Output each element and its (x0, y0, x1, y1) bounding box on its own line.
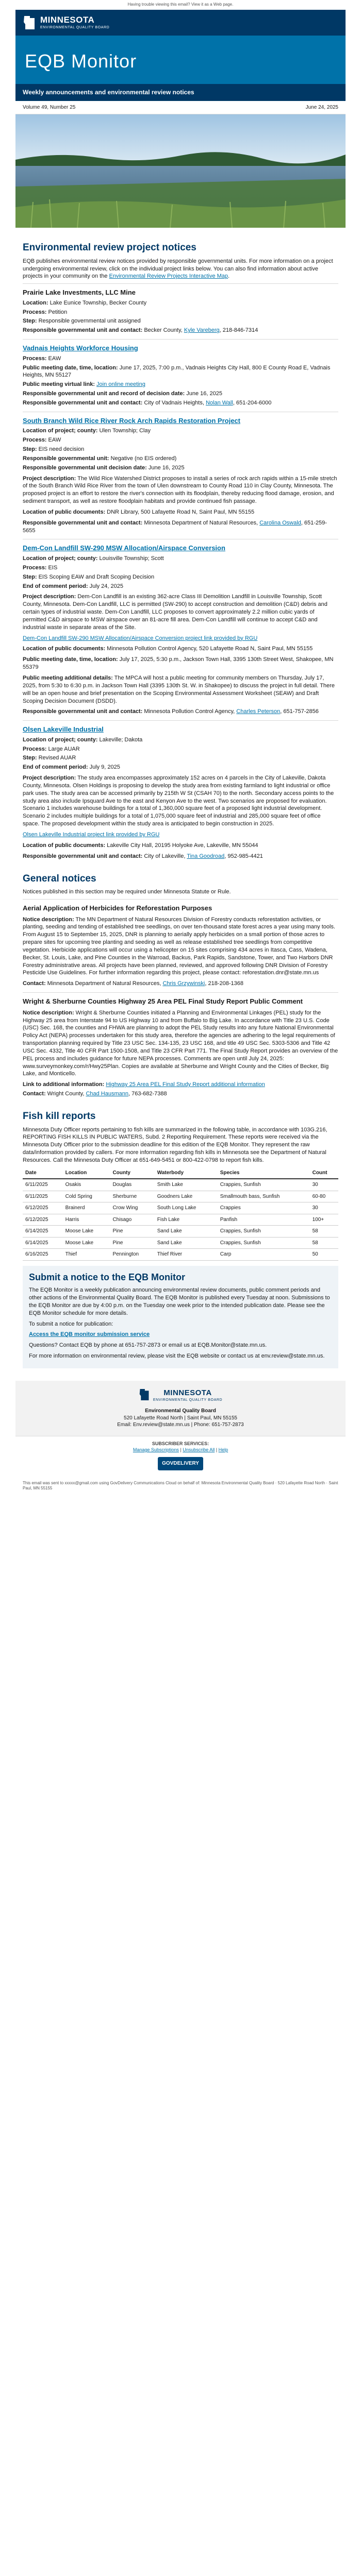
govdelivery-logo: GOVDELIVERY (158, 1457, 203, 1470)
contact-person-link[interactable]: Chris Grzywinski (162, 980, 205, 987)
content (15, 228, 346, 1375)
notice-contact (23, 399, 338, 407)
submit-instruction: To submit a notice for publication: (29, 1320, 113, 1327)
top-note[interactable]: Having trouble viewing this email? View it as a Web page. (127, 2, 234, 7)
manage-subscriptions-link[interactable]: Manage Subscriptions (133, 1447, 179, 1453)
table-cell: 6/12/2025 (23, 1202, 63, 1214)
volume-number: Volume 49, Number 25 (23, 104, 76, 110)
table-cell: 60-80 (310, 1191, 338, 1202)
notice-field (23, 390, 338, 398)
field-label: Process: (23, 745, 47, 752)
issue-date: June 24, 2025 (305, 104, 338, 110)
field-label: Responsible governmental unit and record of decision date: (23, 391, 185, 397)
notice-field (23, 564, 338, 572)
subscriber-label: SUBSCRIBER SERVICES: (152, 1440, 209, 1446)
body-label: Notice description: (23, 916, 74, 923)
brand-bar (15, 10, 346, 36)
field-value: Lakeville; Dakota (99, 736, 143, 743)
field-value: Negative (no EIS ordered) (110, 455, 177, 462)
table-row (23, 1202, 338, 1214)
table-cell: Sherburne (110, 1191, 154, 1202)
notice-paragraph (23, 842, 338, 850)
contact-label: Responsible governmental unit and contact: (23, 327, 143, 334)
table-row (23, 1179, 338, 1191)
contact-label: Responsible governmental unit and contact: (23, 519, 143, 526)
field-link[interactable]: Join online meeting (96, 381, 145, 388)
field-value: Responsible governmental unit assigned (38, 318, 141, 325)
notice-field (23, 736, 338, 744)
notice-contact (23, 853, 338, 860)
fish-kill-table (23, 1167, 338, 1261)
additional-info-link[interactable]: Highway 25 Area PEL Final Study Report additional information (106, 1081, 265, 1088)
table-cell: Osakis (63, 1179, 110, 1191)
table-cell: Chisago (110, 1214, 154, 1226)
contact-unit: City of Lakeville, (142, 853, 187, 859)
field-label: Step: (23, 755, 37, 761)
contact-person-link[interactable]: Charles Peterson (236, 708, 281, 715)
notice-field (23, 583, 338, 590)
general-notice (23, 899, 338, 992)
notice-field (23, 464, 338, 472)
body-text: Wright & Sherburne Counties initiated a Planning and Environmental Linkages (PEL) study for the Highway 25 area from Interstate 94 to US Highway 10 and from Buffalo to Big Lake. In accordance with Title 23 U.S. Code (USC) Sec. 168, the counties and FHWA are planning to adopt the PEL Study results into any future National Environmental Policy Act (NEPA) processes undertaken for this study area, therefore the agencies are adhering to the legal requirements of transportation planning required by Title 23 USC Sec. 134-135, 23 USC 168, and title 49 USC Sec. 5303-5306 and Title 42 USC Sec. 4332, Title 40 CFR Part 1500-1508, and Title 23 CFR Part 771. The Final Study Report provides an overview of the PEL process and includes guidance for future NEPA processes. Comments are open until July 24, 2025: www.surveymonkey.com/r/Hwy25Plan. Copies are available at Sherburne and Wright County and the Cities of Becker, Big Lake, and Monticello. (23, 1009, 338, 1077)
table-cell: Moose Lake (63, 1226, 110, 1238)
para-label: Project description: (23, 775, 76, 782)
notice-title[interactable]: Olsen Lakeville Industrial (23, 725, 104, 734)
table-cell: 6/11/2025 (23, 1191, 63, 1202)
project-link[interactable]: Dem-Con Landfill SW-290 MSW Allocation/Airspace Conversion project link provided by RGU (23, 635, 258, 641)
column-header: Waterbody (155, 1167, 218, 1179)
general-notices (23, 899, 338, 1103)
field-value: June 16, 2025 (186, 391, 222, 397)
contact-unit: Wright County, (45, 1091, 86, 1097)
notice-field (23, 555, 338, 563)
project-notice (23, 539, 338, 720)
brand-state: MINNESOTA (40, 14, 95, 25)
contact-label: Contact: (23, 1091, 46, 1097)
notice-title[interactable]: Vadnais Heights Workforce Housing (23, 344, 138, 352)
review-heading: Environmental review project notices (23, 242, 196, 253)
field-label: Step: (23, 573, 37, 580)
submit-questions: Questions? Contact EQB by phone at 651-757-2873 or email us at EQB.Monitor@state.mn.us. (29, 1342, 267, 1349)
table-cell: 6/12/2025 (23, 1214, 63, 1226)
column-header: County (110, 1167, 154, 1179)
para-text: The study area encompasses approximately 152 acres on 4 parcels in the City of Lakeville, Dakota County, Minnesota. Olsen Holdings is proposing to develop the study area from existing farmland to light industrial or office park uses. The study area can be accessed primarily by 215th W St (CSAH 70) to the north. Secondary access points to the study area also include Ipsquard Ave to the east and Kenyon Ave to the west. Two scenarios are proposed for evaluation. Scenario 1 includes warehouse buildings for a total of 1,360,000 square feet of a proposed light industrial development. Scenario 2 includes multiple buildings for a total of 1,075,000 square feet of industrial and 285,000 square feet of office space. The proposed development within the study area is anticipated to begin construction in 2025. (23, 775, 334, 827)
para-text: DNR Library, 500 Lafayette Road N, Saint Paul, MN 55155 (105, 509, 255, 515)
table-cell: Sand Lake (155, 1237, 218, 1249)
general-heading: General notices (23, 873, 96, 884)
para-label: Location of public documents: (23, 646, 106, 652)
submit-more-info: For more information on environmental review, please visit the EQB website or contact us at env.review@state.mn.us. (29, 1353, 325, 1360)
project-notices (23, 283, 338, 865)
tagline: Weekly announcements and environmental review notices (15, 84, 346, 100)
notice-paragraph (23, 774, 338, 828)
notice-title[interactable]: South Branch Wild Rice River Rock Arch Rapids Restoration Project (23, 416, 240, 425)
help-link[interactable]: Help (218, 1447, 228, 1453)
footer (15, 1381, 346, 1436)
general-contact (23, 1090, 338, 1098)
notice-field (23, 427, 338, 435)
general-notice-body (23, 916, 338, 977)
notice-paragraph (23, 635, 338, 642)
table-row (23, 1237, 338, 1249)
general-intro: Notices published in this section may be required under Minnesota Statute or Rule. (23, 889, 231, 895)
table-cell: Thief (63, 1249, 110, 1261)
project-notice (23, 283, 338, 339)
notice-field (23, 745, 338, 753)
table-cell: 58 (310, 1237, 338, 1249)
extra-label: Link to additional information: (23, 1081, 105, 1088)
field-label: End of comment period: (23, 764, 88, 771)
contact-person-link[interactable]: Kyle Vareberg (184, 327, 220, 334)
table-cell: Fish Lake (155, 1214, 218, 1226)
body-label: Notice description: (23, 1009, 74, 1016)
field-value: June 16, 2025 (148, 464, 185, 471)
notice-paragraph (23, 656, 338, 671)
contact-phone: , 218-846-7314 (219, 327, 258, 334)
column-header: Location (63, 1167, 110, 1179)
notice-field (23, 764, 338, 771)
field-value: Revised AUAR (38, 755, 76, 761)
field-label: Location of project; county: (23, 736, 98, 743)
table-cell: Douglas (110, 1179, 154, 1191)
minnesota-logo-icon (23, 15, 36, 30)
contact-person-link[interactable]: Chad Hausmann (86, 1091, 129, 1097)
additional-info (23, 1081, 338, 1089)
table-cell: Harris (63, 1214, 110, 1226)
field-value: Ulen Township; Clay (99, 428, 151, 434)
notice-field (23, 355, 338, 363)
general-notice-title: Wright & Sherburne Counties Highway 25 Area PEL Final Study Report Public Comment (23, 997, 303, 1006)
table-cell: 50 (310, 1249, 338, 1261)
table-cell: Smallmouth bass, Sunfish (218, 1191, 310, 1202)
table-cell: Pennington (110, 1249, 154, 1261)
field-value: Petition (48, 309, 68, 315)
field-label: Location of project; county: (23, 555, 98, 562)
table-row (23, 1249, 338, 1261)
brand-agency: ENVIRONMENTAL QUALITY BOARD (40, 25, 110, 29)
notice-title: Prairie Lake Investments, LLC Mine (23, 289, 136, 297)
notice-paragraph (23, 593, 338, 631)
field-label: Step: (23, 318, 37, 325)
table-cell: Smith Lake (155, 1179, 218, 1191)
notice-field (23, 317, 338, 325)
contact-person-link[interactable]: Carolina Oswald (259, 519, 301, 526)
table-cell: Crappies (218, 1202, 310, 1214)
field-label: End of comment period: (23, 583, 88, 589)
general-notice (23, 992, 338, 1103)
contact-phone: , 218-208-1368 (205, 980, 243, 987)
hero-image (15, 114, 346, 228)
review-intro: EQB publishes environmental review notices provided by responsible governmental units. For more information on a project undergoing environmental review, click on the individual project links below. You can also find information about active projects in your community on the Environmental Review Projects Interactive Map. (23, 258, 333, 280)
notice-contact (23, 327, 338, 334)
table-cell: 6/14/2025 (23, 1237, 63, 1249)
general-notice-body (23, 1009, 338, 1078)
contact-person-link[interactable]: Tina Goodroad (187, 853, 225, 859)
general-contact (23, 980, 338, 988)
footer-logo-icon (139, 1388, 150, 1404)
field-label: Process: (23, 437, 47, 444)
contact-label: Responsible governmental unit and contact: (23, 853, 143, 859)
notice-field (23, 446, 338, 453)
field-label: Process: (23, 355, 47, 362)
contact-label: Responsible governmental unit and contact: (23, 708, 143, 715)
field-label: Responsible governmental unit decision date: (23, 464, 147, 471)
notice-contact (23, 519, 338, 535)
contact-unit: Minnesota Department of Natural Resources, (142, 519, 260, 526)
table-cell: Panfish (218, 1214, 310, 1226)
para-text: July 17, 2025, 5:30 p.m., Jackson Town Hall, 3395 130th Street West, Shakopee, MN 55379 (23, 656, 334, 671)
para-label: Project description: (23, 594, 76, 600)
table-row (23, 1191, 338, 1202)
field-label: Process: (23, 309, 47, 315)
table-cell: Pine (110, 1237, 154, 1249)
notice-field (23, 309, 338, 316)
masthead (15, 36, 346, 84)
project-notice (23, 720, 338, 865)
notice-field (23, 573, 338, 581)
field-label: Step: (23, 446, 37, 453)
contact-unit: Minnesota Pollution Control Agency, (142, 708, 237, 715)
table-cell: 100+ (310, 1214, 338, 1226)
field-value: EIS Scoping EAW and Draft Scoping Decision (38, 573, 155, 580)
field-value: June 17, 2025, 7:00 p.m., Vadnais Heights City Hall, 800 E County Road E, Vadnais Heights, MN 55127 (23, 364, 331, 379)
table-cell: Crow Wing (110, 1202, 154, 1214)
para-label: Location of public documents: (23, 842, 106, 849)
field-label: Location of project; county: (23, 428, 98, 434)
contact-unit: City of Vadnais Heights, (142, 399, 206, 406)
notice-field (23, 754, 338, 762)
table-cell: Sand Lake (155, 1226, 218, 1238)
table-cell: Brainerd (63, 1202, 110, 1214)
notice-paragraph (23, 674, 338, 705)
project-notice (23, 339, 338, 412)
footer-agency-caps: ENVIRONMENTAL QUALITY BOARD (153, 1398, 223, 1402)
para-text: The Wild Rice Watershed District proposes to install a series of rock arch rapids within a 15-mile stretch of the South Branch Wild Rice River from the town of Ulen downstream to County Road 110 in Clay County, Minnesota. The proposed project is an effort to restore the river's connection with its floodplain, thereby reducing flood damage, erosion, and sediment transport, as well as restore floodplain habitats and provide continued fish passage. (23, 475, 337, 505)
notice-title[interactable]: Dem-Con Landfill SW-290 MSW Allocation/Airspace Conversion (23, 544, 225, 552)
contact-phone: , 651-259-5655 (23, 519, 327, 534)
notice-paragraph (23, 645, 338, 653)
table-cell: Pine (110, 1226, 154, 1238)
contact-phone: , 763-682-7388 (128, 1091, 167, 1097)
table-row (23, 1214, 338, 1226)
table-cell: Crappies, Sunfish (218, 1237, 310, 1249)
field-value: Lake Eunice Township, Becker County (50, 299, 147, 306)
project-link[interactable]: Olsen Lakeville Industrial project link provided by RGU (23, 832, 160, 838)
footer-address: 520 Lafayette Road North | Saint Paul, MN 55155 (124, 1415, 237, 1421)
table-cell: 6/16/2025 (23, 1249, 63, 1261)
table-cell: 6/14/2025 (23, 1226, 63, 1238)
field-value: EAW (48, 437, 61, 444)
field-label: Process: (23, 564, 47, 571)
footer-contact: Email: Env.review@state.mn.us | Phone: 651-757-2873 (117, 1422, 244, 1428)
column-header: Count (310, 1167, 338, 1179)
contact-unit: Minnesota Department of Natural Resources, (45, 980, 163, 987)
table-cell: Thief River (155, 1249, 218, 1261)
contact-unit: Becker County, (142, 327, 184, 334)
notice-field (23, 364, 338, 380)
para-text: Lakeville City Hall, 20195 Holyoke Ave, Lakeville, MN 55044 (105, 842, 258, 849)
field-label: Responsible governmental unit: (23, 455, 109, 462)
project-notice (23, 412, 338, 539)
notice-paragraph (23, 475, 338, 505)
submit-body: The EQB Monitor is a weekly publication announcing environmental review documents, public comment periods and other actions of the Environmental Quality Board. The EQB Monitor is published every Tuesday at noon. Submissions to the EQB Monitor are due by 4:00 p.m. on the Tuesday one week prior to the intended publication date. Please see the EQB Monitor schedule for more details. (29, 1287, 330, 1316)
contact-label: Contact: (23, 980, 46, 987)
footer-agency: Environmental Quality Board (145, 1408, 216, 1414)
notice-contact (23, 708, 338, 716)
submission-service-link[interactable]: Access the EQB monitor submission service (29, 1331, 150, 1338)
para-label: Public meeting additional details: (23, 674, 113, 681)
footer-state: MINNESOTA (163, 1388, 212, 1397)
field-value: EIS need decision (38, 446, 85, 453)
table-cell: Crappies, Sunfish (218, 1179, 310, 1191)
table-cell: Carp (218, 1249, 310, 1261)
table-cell: 30 (310, 1179, 338, 1191)
email-body (15, 10, 346, 1497)
table-cell: Crappies, Sunfish (218, 1226, 310, 1238)
para-text: Dem-Con Landfill is an existing 362-acre Class III Demolition Landfill in Louisville Township, Scott County, Minnesota. Dem-Con Landfill, LLC is permitted (SW-290) to accept construction and demolition (C&D) debris and certain types of industrial waste. Dem-Con Landfill, LLC proposes to convert approximately 2.2 million cubic yards of permitted C&D airspace to MSW airspace over an 81-acre fill area. Dem-Con Landfill will continue to accept C&D and industrial waste in separate areas of the Site. (23, 594, 327, 631)
table-cell: South Long Lake (155, 1202, 218, 1214)
table-cell: 30 (310, 1202, 338, 1214)
general-notice-title: Aerial Application of Herbicides for Reforestation Purposes (23, 904, 212, 912)
interactive-map-link[interactable]: Environmental Review Projects Interactive Map (109, 273, 228, 280)
field-value: Large AUAR (48, 745, 80, 752)
legal-note: This email was sent to xxxxx@gmail.com using GovDelivery Communications Cloud on behalf of: Minnesota Environmental Quality Board · 520 Lafayette Road North · Saint Paul, MN 55155 (23, 1480, 338, 1491)
notice-field (23, 381, 338, 388)
table-cell: Cold Spring (63, 1191, 110, 1202)
fish-heading: Fish kill reports (23, 1111, 96, 1122)
field-value: July 9, 2025 (89, 764, 120, 771)
table-cell: 6/11/2025 (23, 1179, 63, 1191)
notice-field (23, 455, 338, 463)
notice-field (23, 299, 338, 307)
column-header: Date (23, 1167, 63, 1179)
field-value: EIS (48, 564, 58, 571)
table-cell: Moose Lake (63, 1237, 110, 1249)
contact-phone: , 651-757-2856 (280, 708, 319, 715)
para-label: Location of public documents: (23, 509, 106, 515)
body-text: The MN Department of Natural Resources Division of Forestry conducts reforestation activities, or planting, seeding and tending of established tree seedlings, on over ten-thousand state forest acres a year using many tools. From August 15 to September 15, 2025, DNR is planning to aerially apply herbicides on a small portion of those acres to prepare sites for upcoming tree planting and seeding as well as release established tree seedlings from competitive vegetation. Herbicide applications will occur using a helicopter on 15 sites comprising 434 acres in Itasca, Cass, Wadena, Becker, St. Louis, Lake, and Pine Counties in the Warroad, Backus, Park Rapids, Sandstone, Tower, and Two Harbors DNR Forestry administrative areas. All projects have been planned, reviewed, and approved following DNR Division of Forestry Pesticide Use Guidelines. For further information regarding this project, please contact: reforestation.dnr@state.mn.us (23, 916, 335, 976)
fish-intro: Minnesota Duty Officer reports pertaining to fish kills are summarized in the following table, in accordance with 103G.216, REPORTING FISH KILLS IN PUBLIC WATERS, Subd. 2 Reporting Requirement. These reports were received via the Minnesota Duty Officer prior to the submission deadline for this edition of the EQB Monitor. They represent the raw data/information provided by callers. For more information regarding fish kills in Minnesota see the Department of Natural Resources. Call the Minnesota Duty Officer at 651-649-5451 or 800-422-0798 to report fish kills. (23, 1126, 327, 1164)
volume-bar (15, 101, 346, 115)
notice-field (23, 436, 338, 444)
notice-paragraph (23, 509, 338, 516)
subscriber-services: SUBSCRIBER SERVICES: Manage Subscriptions | Unsubscribe All | Help GOVDELIVERY (15, 1436, 346, 1479)
para-label: Project description: (23, 475, 76, 482)
contact-label: Responsible governmental unit and contact: (23, 399, 143, 406)
contact-phone: , 651-204-6000 (233, 399, 272, 406)
notice-paragraph (23, 831, 338, 839)
para-label: Public meeting date, time, location: (23, 656, 118, 663)
masthead-title: EQB Monitor (25, 50, 137, 72)
field-label: Public meeting virtual link: (23, 381, 95, 388)
unsubscribe-link[interactable]: Unsubscribe All (183, 1447, 215, 1453)
table-cell: 58 (310, 1226, 338, 1238)
table-row (23, 1226, 338, 1238)
column-header: Species (218, 1167, 310, 1179)
contact-person-link[interactable]: Nolan Wall (205, 399, 233, 406)
contact-phone: , 952-985-4421 (224, 853, 263, 859)
table-cell: Goodners Lake (155, 1191, 218, 1202)
submit-section (23, 1266, 338, 1368)
para-text: The MPCA will host a public meeting for community members on Thursday, July 17, 2025, from 5:30 to 6:30 p.m. in Jackson Town Hall (3395 130th St. W. in Shakopee) to discuss the project in full detail. There will be an open house and brief presentation on the Scoping Environmental Assessment Worksheet (SEAW) and Draft Scoping Decision Document (DSDD). (23, 674, 335, 704)
field-label: Location: (23, 299, 48, 306)
field-label: Public meeting date, time, location: (23, 364, 118, 371)
field-value: July 24, 2025 (89, 583, 123, 589)
field-value: EAW (48, 355, 61, 362)
para-text: Minnesota Pollution Control Agency, 520 Lafayette Road N, Saint Paul, MN 55155 (105, 646, 313, 652)
submit-heading: Submit a notice to the EQB Monitor (29, 1272, 185, 1282)
field-value: Louisville Township; Scott (99, 555, 164, 562)
